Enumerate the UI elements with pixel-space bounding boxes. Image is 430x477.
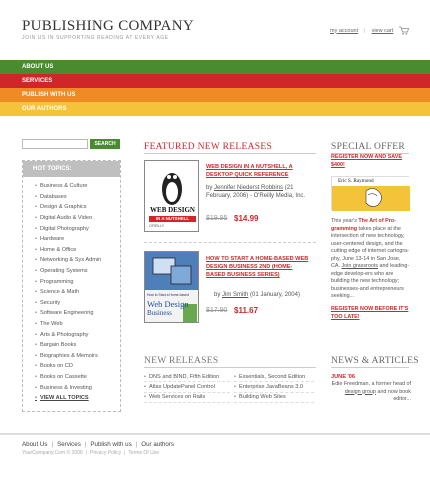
my-account-link[interactable]: my account bbox=[330, 27, 359, 34]
search-button[interactable]: SEARCH bbox=[90, 139, 120, 149]
book-new-price: $14.99 bbox=[234, 214, 259, 223]
topic-link[interactable]: • Home & Office bbox=[35, 245, 120, 256]
footer-services-link[interactable]: Services bbox=[57, 441, 81, 448]
topic-link[interactable]: • Programming bbox=[35, 276, 120, 287]
special-offer-image[interactable] bbox=[331, 176, 409, 210]
join-grassroots-link[interactable]: Join grassroots bbox=[341, 263, 379, 269]
footer-publish-link[interactable]: Publish with us bbox=[90, 441, 132, 448]
new-releases-title: NEW RELEASES bbox=[144, 356, 219, 366]
book-meta bbox=[206, 184, 311, 200]
news-articles-title: NEWS & ARTICLES bbox=[331, 356, 419, 366]
new-releases-list-right bbox=[234, 372, 314, 403]
news-body-suffix: and now book editor... bbox=[375, 388, 411, 402]
footer-separator: | bbox=[51, 441, 54, 448]
nav-publish-label: PUBLISH WITH US bbox=[22, 92, 76, 98]
book-new-price: $11.67 bbox=[234, 306, 259, 315]
footer-copyright bbox=[22, 450, 159, 456]
special-offer-text bbox=[331, 218, 410, 301]
footer-about-link[interactable]: About Us bbox=[22, 441, 48, 448]
nav-services[interactable] bbox=[0, 74, 430, 88]
register-before-late-link[interactable]: REGISTER NOW BEFORE IT'S TOO LATE! bbox=[331, 306, 409, 320]
book-old-price: $19.95 bbox=[206, 215, 228, 222]
book-meta-prefix: by bbox=[214, 292, 223, 298]
nav-about-label: ABOUT US bbox=[22, 64, 54, 70]
book-title-link[interactable]: WEB DESIGN IN A NUTSHELL, A DESKTOP QUICK REFERENCE bbox=[206, 164, 293, 178]
topic-link[interactable]: • Security bbox=[35, 298, 120, 309]
release-link[interactable]: • Essentials, Second Edition bbox=[234, 372, 314, 382]
book-author-link[interactable]: Jennifer Niederst Robbins bbox=[214, 185, 284, 191]
site-logo-title[interactable]: PUBLISHING COMPANY bbox=[22, 18, 194, 34]
release-link[interactable]: • DNS and BIND, Fifth Edition bbox=[144, 372, 230, 382]
topic-link[interactable]: • Bargain Books bbox=[35, 340, 120, 351]
nav-authors-label: OUR AUTHORS bbox=[22, 106, 67, 112]
footer-separator: | bbox=[124, 450, 126, 456]
footer-separator: | bbox=[135, 441, 138, 448]
nav-our-authors[interactable] bbox=[0, 102, 430, 116]
topic-link[interactable]: • Networking & Sys Admin bbox=[35, 255, 120, 266]
book-meta-suffix: (01 January, 2004) bbox=[248, 292, 300, 298]
hot-topics-panel bbox=[22, 160, 121, 412]
topic-link[interactable]: • Books on Cassette bbox=[35, 372, 120, 383]
book-meta bbox=[214, 291, 314, 299]
cover2-line1: How to Start a Home-based bbox=[147, 293, 189, 297]
news-body bbox=[331, 381, 411, 404]
topic-link[interactable]: • Arts & Photography bbox=[35, 329, 120, 340]
search-input[interactable] bbox=[22, 139, 88, 149]
footer-authors-link[interactable]: Our authors bbox=[141, 441, 174, 448]
topic-link[interactable]: • Operating Systems bbox=[35, 266, 120, 277]
special-text-prefix: This year's bbox=[331, 218, 359, 224]
view-cart-link[interactable]: view cart bbox=[371, 27, 394, 34]
featured-title: FEATURED NEW RELEASES bbox=[144, 142, 273, 152]
topic-link[interactable]: • Business & Culture bbox=[35, 181, 120, 192]
book-title-link[interactable]: HOW TO START A HOME-BASED WEB DESIGN BUSINESS 2ND (HOME-BASED BUSINESS SERIES) bbox=[206, 256, 309, 278]
hot-topics-list bbox=[23, 177, 120, 403]
terms-of-use-link[interactable]: Terms Of Use bbox=[128, 450, 159, 456]
topic-link[interactable]: • Books on CD bbox=[35, 361, 120, 372]
privacy-policy-link[interactable]: Privacy Policy bbox=[89, 450, 122, 456]
footer-separator: | bbox=[84, 441, 87, 448]
hot-topics-heading: HOT TOPICS: bbox=[23, 161, 120, 177]
nav-services-label: SERVICES bbox=[22, 78, 53, 84]
topic-link[interactable]: • Business & Investing bbox=[35, 382, 120, 393]
topic-link[interactable]: • The Web bbox=[35, 319, 120, 330]
cover2-line3: Business bbox=[147, 309, 172, 317]
footer-separator: | bbox=[85, 450, 87, 456]
topic-link[interactable]: • Biographies & Memoirs bbox=[35, 351, 120, 362]
topic-link[interactable]: • Science & Math bbox=[35, 287, 120, 298]
special-offer-caption: Eric S. Raymond bbox=[338, 178, 374, 184]
cover1-brand: O'REILLY bbox=[149, 224, 165, 228]
nav-publish-with-us[interactable] bbox=[0, 88, 430, 102]
header-links bbox=[330, 26, 409, 35]
view-all-topics-link[interactable]: • VIEW ALL TOPICS bbox=[35, 393, 120, 404]
topic-link[interactable]: • Design & Graphics bbox=[35, 202, 120, 213]
topic-link[interactable]: • Digital Photography bbox=[35, 223, 120, 234]
nav-about-us[interactable] bbox=[0, 60, 430, 74]
release-link[interactable]: • Atlas UpdatePanel Control bbox=[144, 382, 230, 392]
design-group-link[interactable]: design group bbox=[344, 388, 376, 395]
book-cover-web-design-nutshell[interactable] bbox=[144, 160, 199, 232]
book-old-price: $17.90 bbox=[206, 307, 228, 314]
special-text-highlight: The Art of Pro-gramming bbox=[331, 218, 396, 232]
book-divider bbox=[144, 242, 316, 243]
news-date: JUNE '06 bbox=[331, 374, 356, 380]
topic-link[interactable]: • Databases bbox=[35, 192, 120, 203]
cover2-line2: Web Design bbox=[147, 299, 189, 309]
topic-link[interactable]: • Software Engineering bbox=[35, 308, 120, 319]
new-releases-list-left bbox=[144, 372, 230, 403]
cart-icon[interactable] bbox=[399, 26, 409, 35]
register-save-link[interactable]: REGISTER NOW AND SAVE $400! bbox=[331, 154, 402, 168]
footer-links bbox=[22, 441, 174, 448]
special-text-middle: takes place at the intersection of new technology, user-centered design, and the cutting edge of internet cartogra-phy, June 13-14 in San Jose, CA. bbox=[331, 225, 409, 269]
header-separator: | bbox=[364, 27, 366, 34]
topic-link[interactable]: • Digital Audio & Video bbox=[35, 213, 120, 224]
special-text-suffix: and leading-edge develop-ers who are building the new technology; businesses-and entrepreneurs seeking... bbox=[331, 263, 410, 299]
book-meta-prefix: by bbox=[206, 185, 215, 191]
book-cover-home-based-web-design[interactable] bbox=[144, 251, 199, 323]
release-link[interactable]: • Web Services on Rails bbox=[144, 393, 230, 403]
news-body-prefix: Edie Freedman, a former head of bbox=[331, 381, 411, 387]
new-releases-rule bbox=[144, 367, 316, 368]
release-link[interactable]: • Enterprise JavaBeans 3.0 bbox=[234, 382, 314, 392]
featured-rule bbox=[144, 153, 316, 154]
copyright-text: YourCompany.Com © 2006 bbox=[22, 450, 83, 456]
news-rule bbox=[331, 367, 409, 368]
release-link[interactable]: • Building Web Sites bbox=[234, 393, 314, 403]
site-tagline: JOIN US IN SUPPORTING READING AT EVERY AGE bbox=[22, 35, 169, 41]
book-meta-suffix: (21 February, 2006) - O'Reilly Media, Inc. bbox=[206, 185, 306, 199]
book-author-link[interactable]: Jim Smith bbox=[222, 292, 249, 298]
topic-link[interactable]: • Hardware bbox=[35, 234, 120, 245]
special-offer-title: SPECIAL OFFER bbox=[331, 142, 406, 152]
footer-rule bbox=[0, 433, 430, 435]
cover1-line2: IN A NUTSHELL bbox=[155, 216, 190, 221]
cover1-line1: WEB DESIGN bbox=[150, 206, 195, 214]
